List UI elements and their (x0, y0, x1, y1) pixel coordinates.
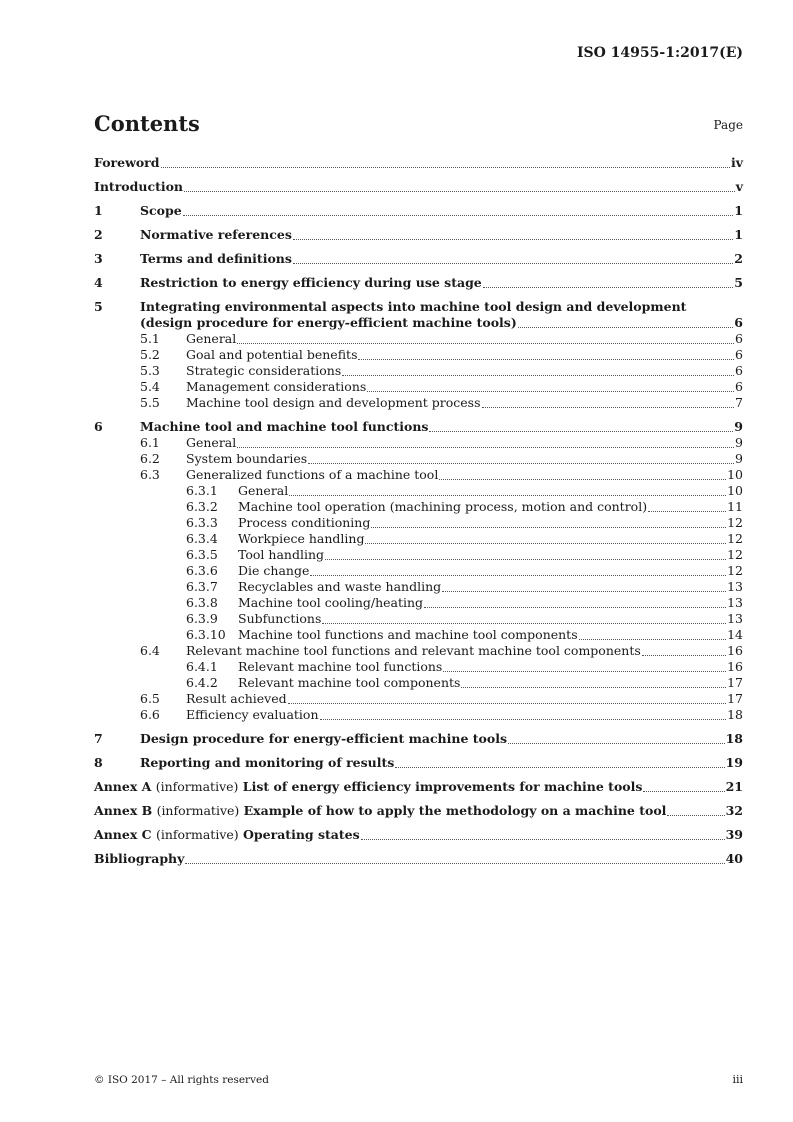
toc-number: 6.3.9 (186, 611, 218, 626)
copyright-notice: © ISO 2017 – All rights reserved (94, 1074, 269, 1086)
toc-page: 12 (727, 563, 743, 578)
toc-page: 1 (734, 227, 743, 242)
annex-label: Annex A (94, 779, 152, 794)
toc-title: Relevant machine tool functions (238, 659, 443, 674)
toc-entry-6-3-9[interactable] (94, 611, 743, 627)
toc-entry-7[interactable] (94, 731, 743, 747)
annex-label: Annex B (94, 803, 153, 818)
toc-entry-foreword[interactable] (94, 155, 743, 171)
toc-title: Workpiece handling (238, 531, 365, 546)
toc-number: 6.2 (140, 451, 160, 466)
toc-title: (design procedure for energy-efficient machine tools) (140, 315, 517, 330)
toc-number: 5.5 (140, 395, 160, 410)
toc-title: Integrating environmental aspects into machine tool design and development (140, 299, 687, 314)
toc-number: 7 (94, 731, 103, 746)
toc-page: 12 (727, 531, 743, 546)
toc-entry-6-3-3[interactable] (94, 515, 743, 531)
toc-number: 6.3.3 (186, 515, 218, 530)
toc-page: 5 (734, 275, 743, 290)
toc-page: 16 (727, 659, 743, 674)
toc-page: 19 (725, 755, 743, 770)
toc-page: 21 (725, 779, 743, 794)
toc-number: 5.3 (140, 363, 160, 378)
toc-entry-6-3-4[interactable] (94, 531, 743, 547)
toc-title: Scope (140, 203, 182, 218)
toc-title: Relevant machine tool components (238, 675, 461, 690)
toc-title: Introduction (94, 179, 184, 194)
annex-label: Annex C (94, 827, 152, 842)
toc-number: 6.3.8 (186, 595, 218, 610)
toc-number: 5.2 (140, 347, 160, 362)
toc-title: Efficiency evaluation (186, 707, 319, 722)
toc-title: Example of how to apply the methodology on a machine tool (243, 803, 667, 818)
toc-page: iv (730, 155, 743, 170)
toc-title: Recyclables and waste handling (238, 579, 442, 594)
toc-page: 6 (735, 363, 743, 378)
toc-page: 6 (735, 347, 743, 362)
toc-title: Bibliography (94, 851, 185, 866)
toc-entry-6-5[interactable] (94, 691, 743, 707)
toc-title: Management considerations (186, 379, 367, 394)
toc-title: Operating states (243, 827, 360, 842)
toc-entry-bibliography[interactable] (94, 851, 743, 867)
toc-page: 13 (727, 611, 743, 626)
toc-number: 5.4 (140, 379, 160, 394)
annex-type: (informative) (156, 803, 240, 818)
toc-title: Terms and definitions (140, 251, 292, 266)
toc-title: Process conditioning (238, 515, 371, 530)
toc-page: 39 (725, 827, 743, 842)
toc-page: 9 (735, 451, 743, 466)
toc-title: Subfunctions (238, 611, 322, 626)
toc-title: General (186, 331, 237, 346)
page-title: Contents (94, 111, 200, 136)
table-of-contents (94, 155, 743, 867)
toc-number: 6.3 (140, 467, 160, 482)
toc-entry-6-4-2[interactable] (94, 675, 743, 691)
toc-page: 13 (727, 579, 743, 594)
toc-number: 6.4.2 (186, 675, 218, 690)
toc-entry-6-3-5[interactable] (94, 547, 743, 563)
annex-type: (informative) (155, 779, 239, 794)
toc-title: Restriction to energy efficiency during use stage (140, 275, 482, 290)
toc-number: 6.3.1 (186, 483, 218, 498)
toc-title: General (186, 435, 237, 450)
toc-title: Die change (238, 563, 310, 578)
toc-number: 3 (94, 251, 103, 266)
toc-title: Machine tool design and development process (186, 395, 481, 410)
toc-entry-5-5[interactable] (94, 395, 743, 411)
toc-number: 6.1 (140, 435, 160, 450)
toc-number: 6.3.5 (186, 547, 218, 562)
toc-number: 6.5 (140, 691, 160, 706)
toc-page: 6 (735, 331, 743, 346)
toc-page: 9 (734, 419, 743, 434)
annex-type: (informative) (155, 827, 239, 842)
toc-page: 6 (735, 379, 743, 394)
toc-entry-6-3-8[interactable] (94, 595, 743, 611)
toc-title: Machine tool functions and machine tool components (238, 627, 578, 642)
toc-entry-6-3-6[interactable] (94, 563, 743, 579)
toc-entry-8[interactable] (94, 755, 743, 771)
toc-page: v (735, 179, 743, 194)
toc-title: Machine tool and machine tool functions (140, 419, 429, 434)
toc-entry-6-6[interactable] (94, 707, 743, 723)
toc-title: Machine tool operation (machining process, motion and control) (238, 499, 648, 514)
toc-entry-annex-a[interactable] (94, 779, 743, 795)
toc-entry-6-4[interactable] (94, 643, 743, 659)
toc-page: 32 (725, 803, 743, 818)
toc-page: 1 (734, 203, 743, 218)
toc-number: 5.1 (140, 331, 160, 346)
toc-page: 17 (727, 675, 743, 690)
toc-entry-annex-c[interactable] (94, 827, 743, 843)
toc-number: 1 (94, 203, 103, 218)
toc-title: Goal and potential benefits (186, 347, 358, 362)
toc-page: 12 (727, 547, 743, 562)
toc-entry-2[interactable] (94, 227, 743, 243)
toc-title: Normative references (140, 227, 292, 242)
toc-number: 6.4 (140, 643, 160, 658)
standard-identifier: ISO 14955-1:2017(E) (576, 45, 743, 61)
toc-entry-5-cont[interactable] (94, 315, 743, 331)
toc-page: 17 (727, 691, 743, 706)
toc-title: Machine tool cooling/heating (238, 595, 424, 610)
toc-page: 10 (727, 483, 743, 498)
toc-number: 6.3.2 (186, 499, 218, 514)
page-column-label: Page (713, 118, 743, 132)
toc-entry-introduction[interactable] (94, 179, 743, 195)
toc-entry-1[interactable] (94, 203, 743, 219)
toc-entry-6-3-1[interactable] (94, 483, 743, 499)
toc-entry-5-2[interactable] (94, 347, 743, 363)
toc-number: 6.4.1 (186, 659, 218, 674)
toc-entry-annex-b[interactable] (94, 803, 743, 819)
toc-entry-6[interactable] (94, 419, 743, 435)
toc-page: 14 (727, 627, 743, 642)
toc-number: 8 (94, 755, 103, 770)
toc-title: Foreword (94, 155, 160, 170)
toc-number: 4 (94, 275, 103, 290)
page-number: iii (732, 1073, 743, 1086)
toc-entry-6-3-7[interactable] (94, 579, 743, 595)
toc-entry-6-3[interactable] (94, 467, 743, 483)
toc-page: 40 (725, 851, 743, 866)
toc-page: 7 (735, 395, 743, 410)
toc-entry-4[interactable] (94, 275, 743, 291)
toc-entry-5-4[interactable] (94, 379, 743, 395)
toc-number: 6.3.6 (186, 563, 218, 578)
toc-entry-5-1[interactable] (94, 331, 743, 347)
toc-number: 6.3.10 (186, 627, 226, 642)
toc-title: Design procedure for energy-efficient machine tools (140, 731, 508, 746)
toc-entry-5[interactable] (94, 299, 743, 315)
toc-title: Tool handling (238, 547, 324, 562)
toc-page: 9 (735, 435, 743, 450)
toc-page: 11 (727, 499, 743, 514)
toc-title: System boundaries (186, 451, 308, 466)
toc-page: 18 (727, 707, 743, 722)
toc-page: 2 (734, 251, 743, 266)
toc-title: Result achieved (186, 691, 287, 706)
toc-title: Reporting and monitoring of results (140, 755, 395, 770)
toc-page: 16 (727, 643, 743, 658)
toc-entry-6-3-2[interactable] (94, 499, 743, 515)
toc-number: 6.6 (140, 707, 160, 722)
toc-page: 18 (725, 731, 743, 746)
toc-entry-5-3[interactable] (94, 363, 743, 379)
toc-page: 10 (727, 467, 743, 482)
toc-entry-6-3-10[interactable] (94, 627, 743, 643)
toc-title: List of energy efficiency improvements for machine tools (242, 779, 643, 794)
toc-page: 13 (727, 595, 743, 610)
toc-title: Generalized functions of a machine tool (186, 467, 439, 482)
toc-page: 12 (727, 515, 743, 530)
toc-number: 5 (94, 299, 103, 314)
toc-entry-6-2[interactable] (94, 451, 743, 467)
toc-entry-6-4-1[interactable] (94, 659, 743, 675)
toc-title: Relevant machine tool functions and relevant machine tool components (186, 643, 641, 658)
toc-entry-6-1[interactable] (94, 435, 743, 451)
toc-number: 6.3.4 (186, 531, 218, 546)
toc-title: General (238, 483, 289, 498)
toc-page: 6 (734, 315, 743, 330)
toc-number: 6.3.7 (186, 579, 218, 594)
toc-entry-3[interactable] (94, 251, 743, 267)
toc-number: 2 (94, 227, 103, 242)
toc-number: 6 (94, 419, 103, 434)
toc-title: Strategic considerations (186, 363, 342, 378)
